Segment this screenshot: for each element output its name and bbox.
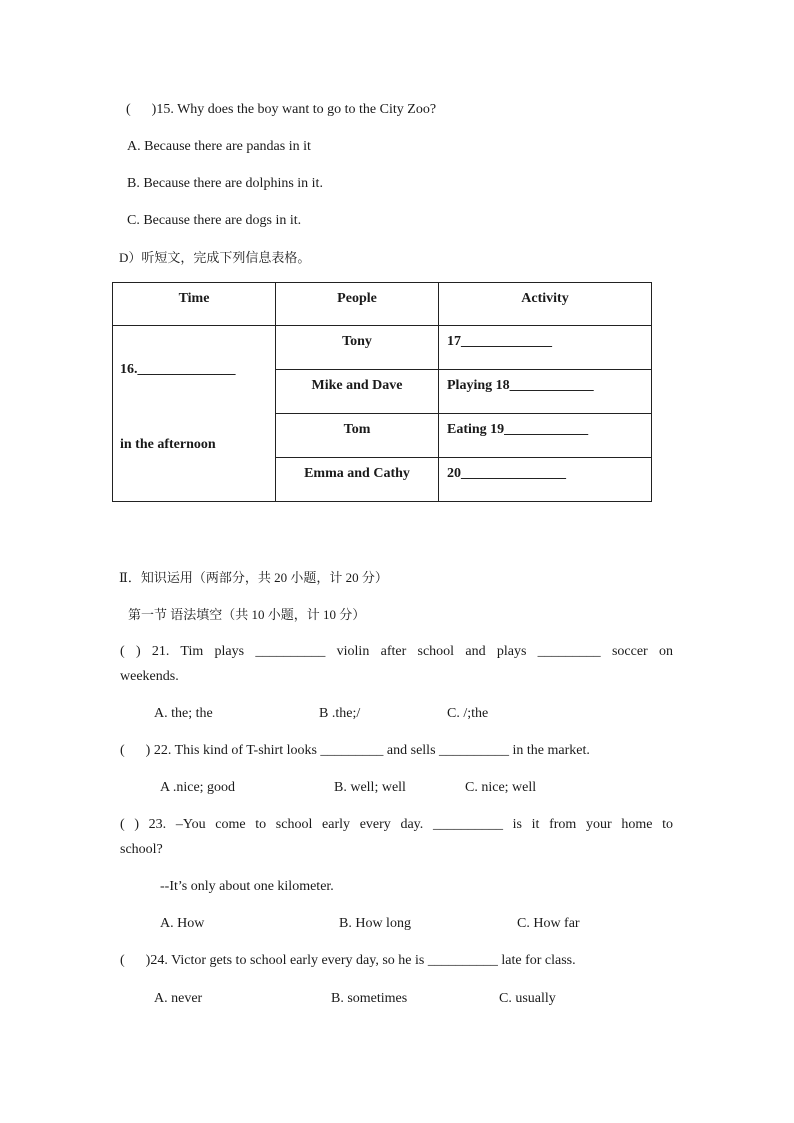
option-23-a: A. How bbox=[160, 916, 205, 931]
time-afternoon: in the afternoon bbox=[120, 437, 216, 452]
option-15-b: B. Because there are dolphins in it. bbox=[127, 176, 323, 191]
option-22-c: C. nice; well bbox=[465, 780, 537, 795]
people-cell: Tony bbox=[276, 326, 439, 370]
question-22: ( ) 22. This kind of T-shirt looks _________ and sells __________ in the market. bbox=[120, 743, 590, 758]
time-cell bbox=[113, 326, 276, 502]
option-23-b: B. How long bbox=[339, 916, 411, 931]
question-21-line-2: weekends. bbox=[120, 669, 179, 684]
people-cell: Mike and Dave bbox=[276, 370, 439, 414]
option-23-c: C. How far bbox=[517, 916, 580, 931]
question-21-line-1: ( ) 21. Tim plays __________ violin after school and plays _________ soccer on bbox=[120, 644, 673, 659]
part-2-title: Ⅱ．知识运用（两部分，共 20 小题，计 20 分） bbox=[119, 570, 388, 585]
option-21-b: B .the;/ bbox=[319, 706, 361, 721]
people-cell: Emma and Cathy bbox=[276, 458, 439, 502]
question-24: ( )24. Victor gets to school early every day, so he is __________ late for class. bbox=[120, 953, 576, 968]
section-1-heading: 第一节 语法填空（共 10 小题，计 10 分） bbox=[128, 607, 366, 622]
table-row bbox=[113, 326, 652, 370]
question-15: ( )15. Why does the boy want to go to the City Zoo? bbox=[126, 102, 437, 117]
question-23-reply: --It’s only about one kilometer. bbox=[160, 879, 334, 894]
option-15-a: A. Because there are pandas in it bbox=[127, 139, 311, 154]
question-23-line-2: school? bbox=[120, 842, 163, 857]
option-21-c: C. /;the bbox=[447, 706, 489, 721]
option-24-b: B. sometimes bbox=[331, 991, 408, 1006]
option-21-a: A. the; the bbox=[154, 706, 213, 721]
activity-cell: 20_______________ bbox=[439, 458, 652, 502]
info-table bbox=[112, 282, 652, 502]
activity-cell: Playing 18____________ bbox=[439, 370, 652, 414]
header-activity: Activity bbox=[439, 283, 652, 326]
header-time: Time bbox=[113, 283, 276, 326]
option-24-a: A. never bbox=[154, 991, 203, 1006]
option-15-c: C. Because there are dogs in it. bbox=[127, 213, 302, 228]
table-header-row bbox=[113, 283, 652, 326]
header-people: People bbox=[276, 283, 439, 326]
time-blank-16: 16.______________ bbox=[120, 362, 236, 377]
section-d-heading: D）听短文，完成下列信息表格。 bbox=[119, 250, 311, 265]
activity-cell: Eating 19____________ bbox=[439, 414, 652, 458]
activity-cell: 17_____________ bbox=[439, 326, 652, 370]
people-cell: Tom bbox=[276, 414, 439, 458]
question-23-line-1: ( ) 23. –You come to school early every day. __________ is it from your home to bbox=[120, 817, 673, 832]
option-24-c: C. usually bbox=[499, 991, 556, 1006]
option-22-a: A .nice; good bbox=[160, 780, 236, 795]
option-22-b: B. well; well bbox=[334, 780, 406, 795]
